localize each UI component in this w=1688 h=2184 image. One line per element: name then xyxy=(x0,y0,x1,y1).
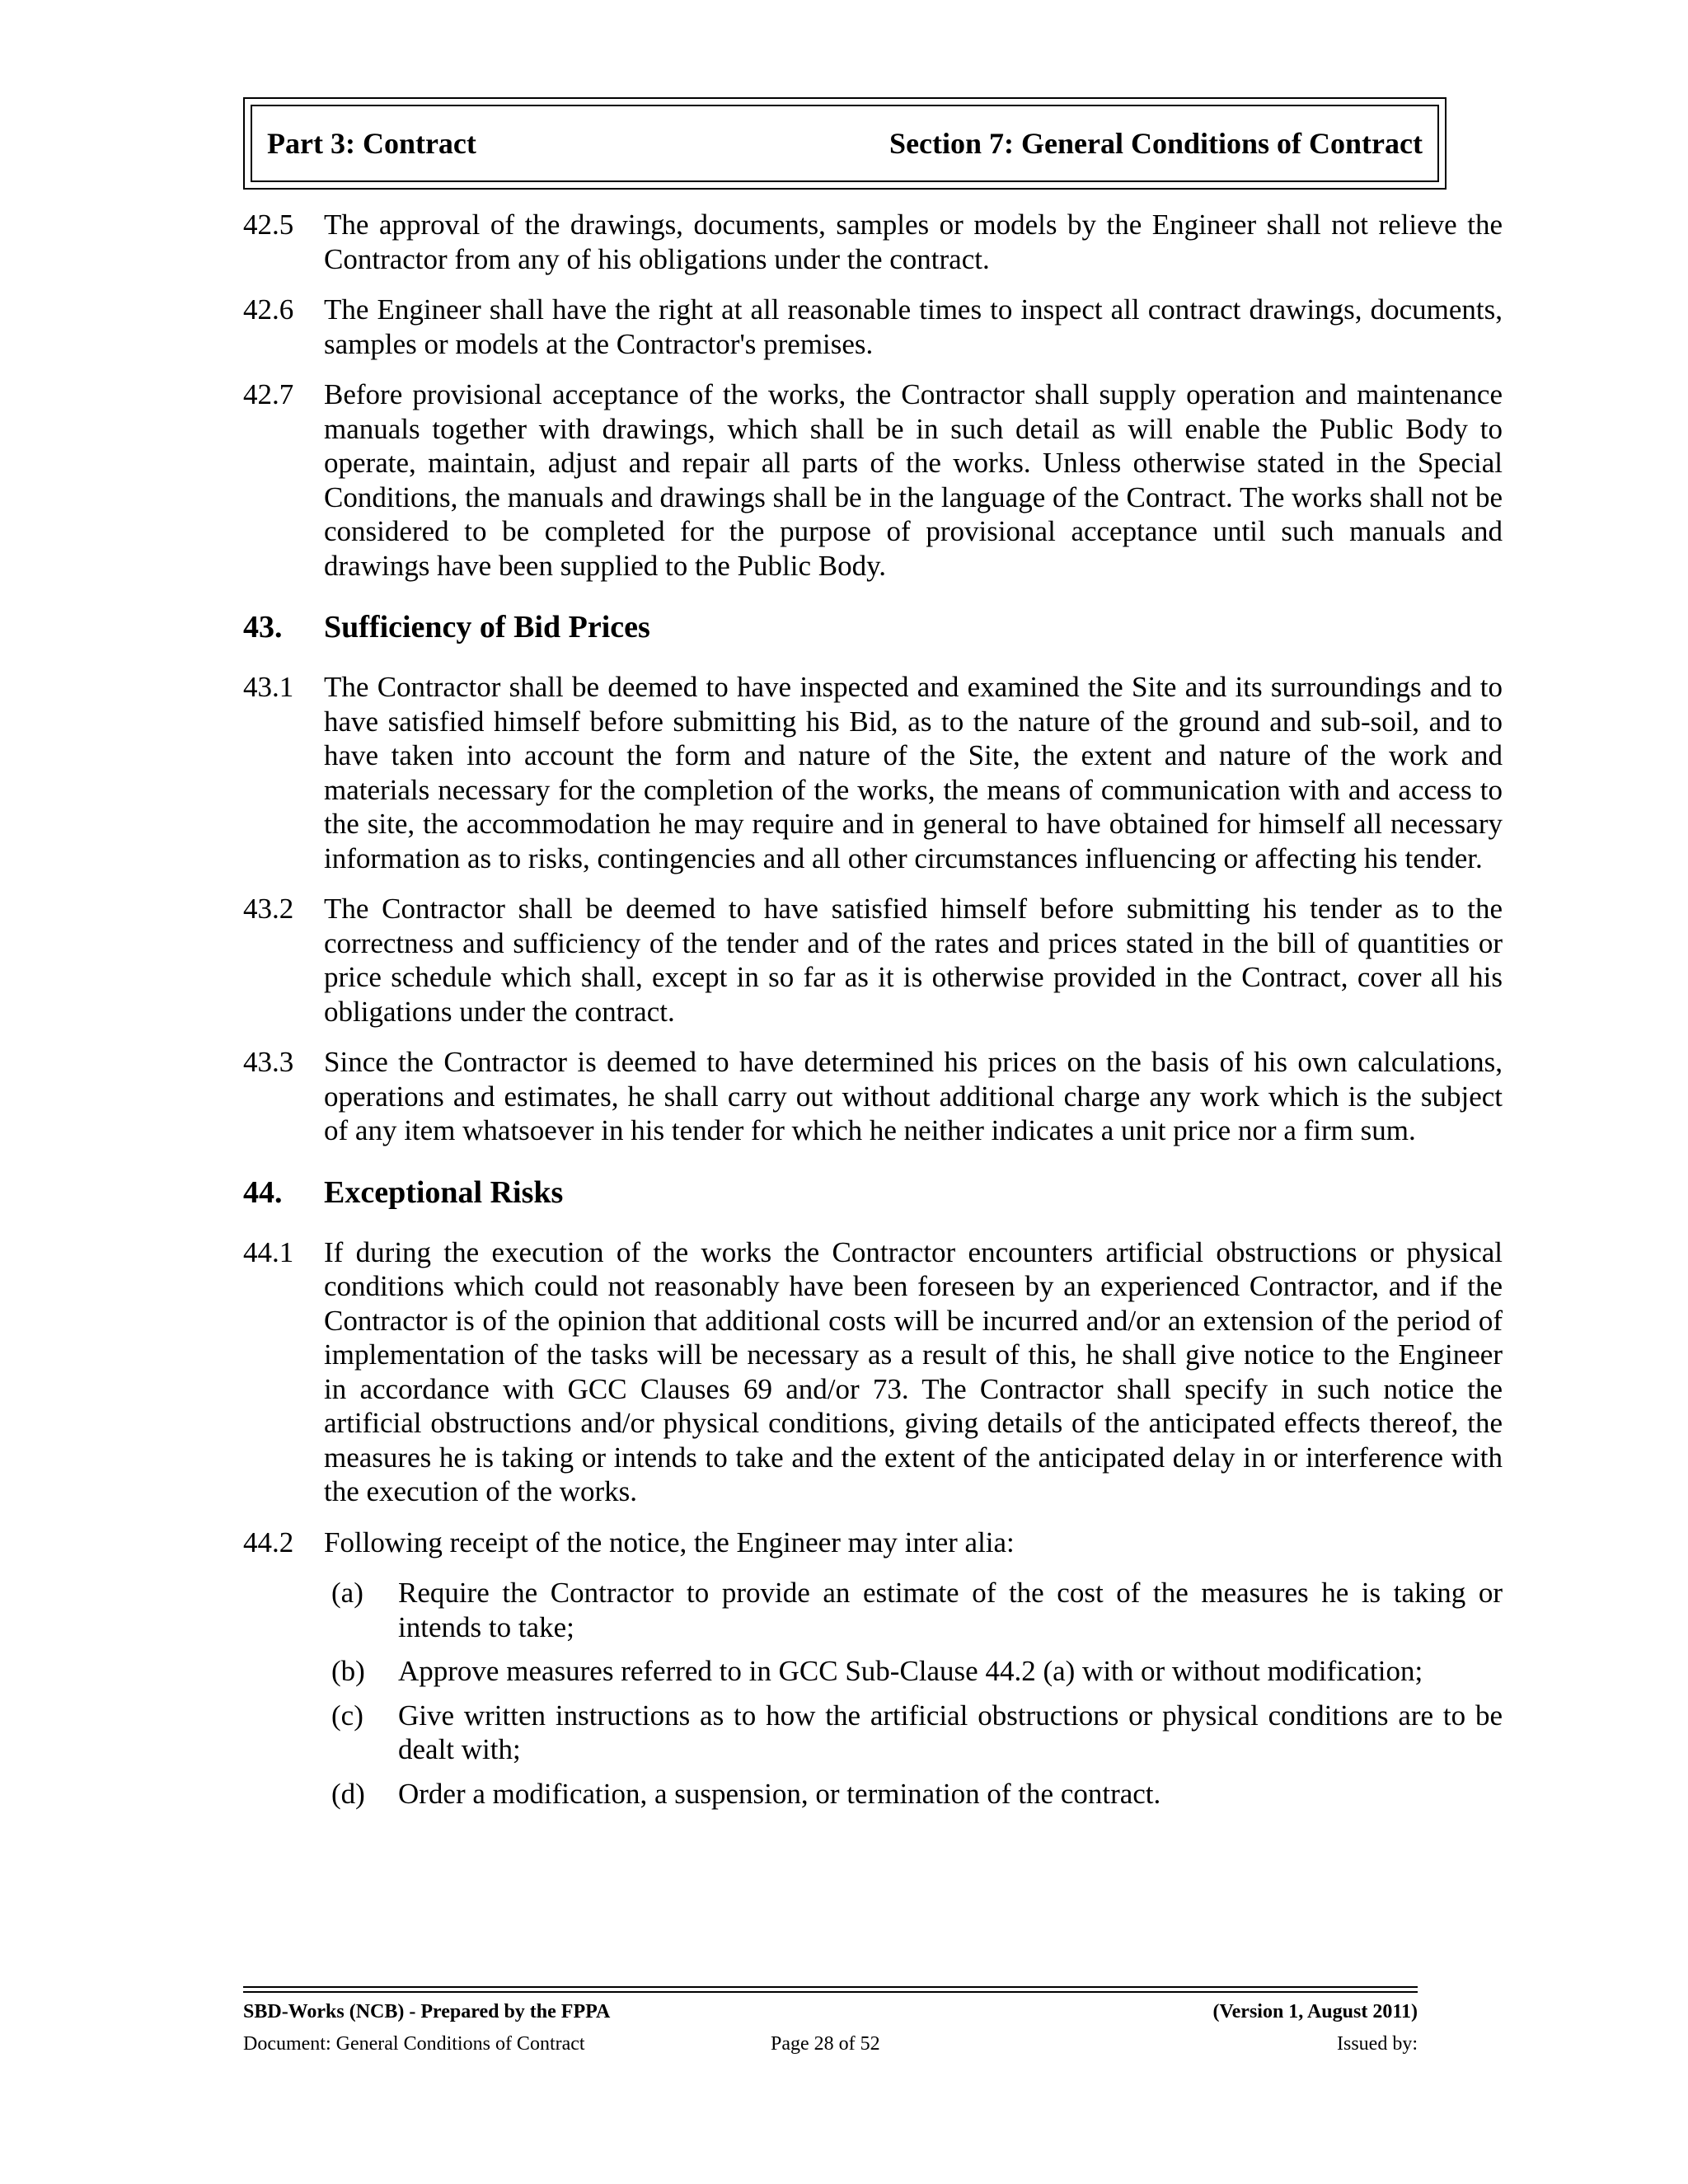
clause-number: 43.2 xyxy=(243,893,294,925)
list-text: Approve measures referred to in GCC Sub-Clause 44.2 (a) with or without modification; xyxy=(398,1655,1423,1687)
clause-43-1 xyxy=(243,670,1503,875)
clause-42-7 xyxy=(243,377,1503,583)
heading-number: 44. xyxy=(243,1174,283,1210)
clause-text: If during the execution of the works the Contractor encounters artificial obstructions or physical conditions which could not reasonably have been foreseen by an experienced Contractor, and if the Contractor is of the opinion that additional costs will be incurred and/or an extension of the period of implementation of the tasks will be necessary as a result of this, he shall give notice to the Engineer in accordance with GCC Clauses 69 and/or 73. The Contractor shall specify in such notice the artificial obstructions and/or physical conditions, giving details of the anticipated effects thereof, the measures he is taking or intends to take and the extent of the anticipated delay in or interference with the execution of the works. xyxy=(324,1235,1503,1507)
clause-43-2 xyxy=(243,892,1503,1029)
header-part: Part 3: Contract xyxy=(267,127,476,160)
clause-text: The Engineer shall have the right at all reasonable times to inspect all contract drawings, documents, samples or models at the Contractor's premises. xyxy=(324,293,1503,360)
list-text: Require the Contractor to provide an estimate of the cost of the measures he is taking or intends to take; xyxy=(398,1577,1503,1643)
footer-line-1 xyxy=(243,2001,1418,2023)
header-inner xyxy=(251,105,1439,182)
clause-number: 44.2 xyxy=(243,1526,294,1558)
footer-divider xyxy=(243,1986,1418,1988)
clause-number: 42.5 xyxy=(243,209,294,241)
heading-title: Exceptional Risks xyxy=(324,1174,564,1210)
clause-42-6 xyxy=(243,293,1503,361)
clause-text: The Contractor shall be deemed to have inspected and examined the Site and its surroundings and to have satisfied himself before submitting his Bid, as to the nature of the ground and sub-soil, and to have taken into account the form and nature of the Site, the extent and nature of the work and materials necessary for the completion of the works, the means of communication with and access to the site, the accommodation he may require and in general to have obtained for himself all necessary information as to risks, contingencies and all other circumstances influencing or affecting his tender. xyxy=(324,671,1503,874)
clause-43-3 xyxy=(243,1045,1503,1148)
footer-issued-by: Issued by: xyxy=(1337,2033,1418,2055)
clause-text: The approval of the drawings, documents, samples or models by the Engineer shall not relieve the Contractor from any of his obligations under the contract. xyxy=(324,209,1503,275)
heading-44 xyxy=(243,1174,1503,1211)
clause-text: Since the Contractor is deemed to have determined his prices on the basis of his own calculations, operations and estimates, he shall carry out without additional charge any work which is the subject of any item whatsoever in his tender for which he neither indicates a unit price nor a firm sum. xyxy=(324,1046,1503,1146)
document-body xyxy=(243,208,1503,1821)
footer-divider xyxy=(243,1991,1418,1993)
list-label: (d) xyxy=(331,1777,365,1810)
clause-text: Before provisional acceptance of the works, the Contractor shall supply operation and maintenance manuals together with drawings, which shall be in such detail as will enable the Public Body to operate, maintain, adjust and repair all parts of the works. Unless otherwise stated in the Special Conditions, the manuals and drawings shall be in the language of the Contract. The works shall not be considered to be completed for the purpose of provisional acceptance until such manuals and drawings have been supplied to the Public Body. xyxy=(324,378,1503,582)
footer-line-2 xyxy=(243,2033,1418,2058)
list-item-a xyxy=(243,1576,1503,1644)
footer-prepared-by: SBD-Works (NCB) - Prepared by the FPPA xyxy=(243,2001,611,2022)
clause-42-5 xyxy=(243,208,1503,276)
heading-43 xyxy=(243,609,1503,645)
heading-number: 43. xyxy=(243,610,283,644)
list-label: (c) xyxy=(331,1699,363,1732)
footer-page-number: Page 28 of 52 xyxy=(771,2033,880,2055)
clause-text: The Contractor shall be deemed to have satisfied himself before submitting his tender as to the correctness and sufficiency of the tender and of the rates and prices stated in the bill of quantities or price schedule which shall, except in so far as it is otherwise provided in the Contract, cover all his obligations under the contract. xyxy=(324,893,1503,1028)
list-item-b xyxy=(243,1654,1503,1689)
list-label: (b) xyxy=(331,1655,365,1687)
list-text: Give written instructions as to how the artificial obstructions or physical conditions are to be dealt with; xyxy=(398,1699,1503,1765)
clause-44-2 xyxy=(243,1526,1503,1560)
list-item-d xyxy=(243,1777,1503,1811)
list-item-c xyxy=(243,1699,1503,1767)
header-section: Section 7: General Conditions of Contract xyxy=(889,127,1423,160)
list-text: Order a modification, a suspension, or termination of the contract. xyxy=(398,1777,1161,1810)
heading-title: Sufficiency of Bid Prices xyxy=(324,610,650,644)
clause-44-1 xyxy=(243,1235,1503,1509)
clause-number: 42.7 xyxy=(243,378,294,410)
list-label: (a) xyxy=(331,1577,363,1609)
footer-version: (Version 1, August 2011) xyxy=(1212,2001,1418,2022)
clause-number: 43.1 xyxy=(243,671,294,703)
clause-number: 44.1 xyxy=(243,1235,294,1268)
clause-text: Following receipt of the notice, the Engineer may inter alia: xyxy=(324,1526,1015,1558)
clause-number: 42.6 xyxy=(243,293,294,326)
footer-document: Document: General Conditions of Contract xyxy=(243,2033,585,2055)
clause-number: 43.3 xyxy=(243,1046,294,1078)
header-box xyxy=(243,97,1447,190)
